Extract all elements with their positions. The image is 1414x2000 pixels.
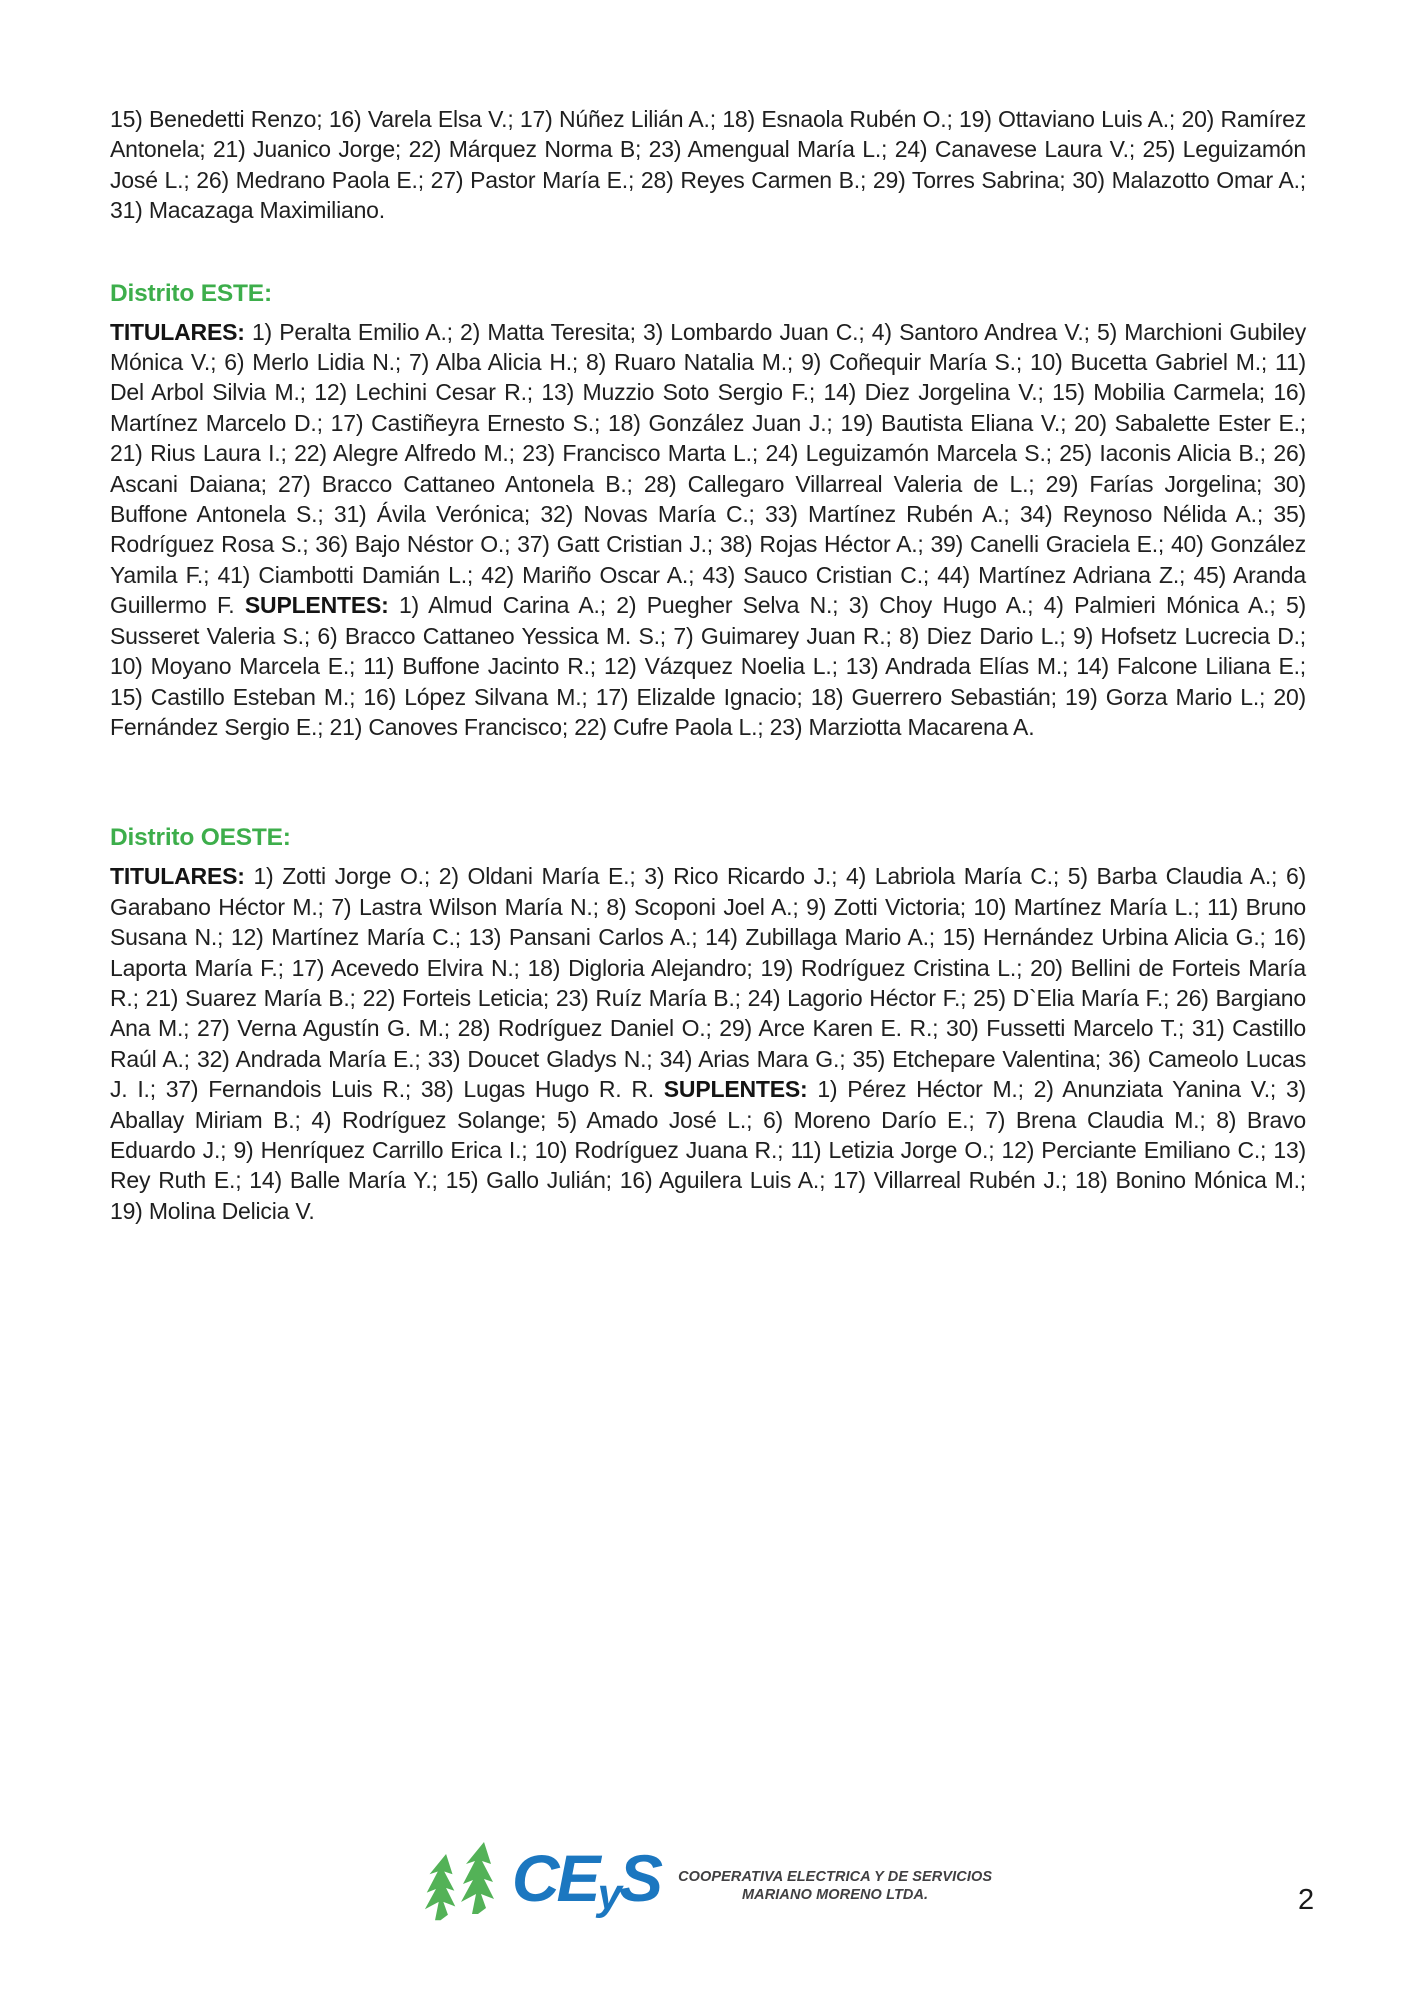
logo-letter-s: S [619, 1841, 661, 1915]
section-distrito-oeste [110, 824, 1306, 1226]
pine-trees-icon [422, 1842, 498, 1926]
ceys-logo-text [512, 1842, 660, 1931]
titulares-label: TITULARES: [110, 318, 245, 345]
district-heading-oeste: Distrito OESTE: [110, 824, 291, 852]
titulares-label: TITULARES: [110, 863, 245, 890]
titulares-names: 1) Peralta Emilio A.; 2) Matta Teresita; 3) Lombardo Juan C.; 4) Santoro Andrea V.; 5) Marchioni Gubiley Mónica V.; 6) Merlo Lidia N.; 7) Alba Alicia H.; 8) Ruaro Natalia M.; 9) Coñequir María S.; 10) Bucetta Gabriel M.; 11) Del Arbol Silvia M.; 12) Lechini Cesar R.; 13) Muzzio Soto Sergio F.; 14) Diez Jorgelina V.; 15) Mobilia Carmela; 16) Martínez Marcelo D.; 17) Castiñeyra Ernesto S.; 18) González Juan J.; 19) Bautista Eliana V.; 20) Sabalette Ester E.; 21) Rius Laura I.; 22) Alegre Alfredo M.; 23) Francisco Marta L.; 24) Leguizamón Marcela S.; 25) Iaconis Alicia B.; 26) Ascani Daiana; 27) Bracco Cattaneo Antonela B.; 28) Callegaro Villarreal Valeria de L.; 29) Farías Jorgelina; 30) Buffone Antonela S.; 31) Ávila Verónica; 32) Novas María C.; 33) Martínez Rubén A.; 34) Reynoso Nélida A.; 35) Rodríguez Rosa S.; 36) Bajo Néstor O.; 37) Gatt Cristian J.; 38) Rojas Héctor A.; 39) Canelli Graciela E.; 40) González Yamila F.; 41) Ciambotti Damián L.; 42) Mariño Oscar A.; 43) Sauco Cristian C.; 44) Martínez Adriana Z.; 45) Aranda Guillermo F. [110, 318, 1306, 619]
logo-letters-ce: CE [511, 1841, 598, 1915]
logo-letter-y: y [597, 1870, 620, 1919]
intro-name-list: 15) Benedetti Renzo; 16) Varela Elsa V.; 17) Núñez Lilián A.; 18) Esnaola Rubén O.; 19) Ottaviano Luis A.; 20) Ramírez Antonela; 21) Juanico Jorge; 22) Márquez Norma B; 23) Amengual María L.; 24) Canavese Laura V.; 25) Leguizamón José L.; 26) Medrano Paola E.; 27) Pastor María E.; 28) Reyes Carmen B.; 29) Torres Sabrina; 30) Malazotto Omar A.; 31) Macazaga Maximiliano. [110, 106, 1306, 224]
company-name [678, 1868, 992, 1904]
titulares-names: 1) Zotti Jorge O.; 2) Oldani María E.; 3) Rico Ricardo J.; 4) Labriola María C.; 5) Barba Claudia A.; 6) Garabano Héctor M.; 7) Lastra Wilson María N.; 8) Scoponi Joel A.; 9) Zotti Victoria; 10) Martínez María L.; 11) Bruno Susana N.; 12) Martínez María C.; 13) Pansani Carlos A.; 14) Zubillaga Mario A.; 15) Hernández Urbina Alicia G.; 16) Laporta María F.; 17) Acevedo Elvira N.; 18) Digloria Alejandro; 19) Rodríguez Cristina L.; 20) Bellini de Forteis María R.; 21) Suarez María B.; 22) Forteis Leticia; 23) Ruíz María B.; 24) Lagorio Héctor F.; 25) D`Elia María F.; 26) Bargiano Ana M.; 27) Verna Agustín G. M.; 28) Rodríguez Daniel O.; 29) Arce Karen E. R.; 30) Fussetti Marcelo T.; 31) Castillo Raúl A.; 32) Andrada María E.; 33) Doucet Gladys N.; 34) Arias Mara G.; 35) Etchepare Valentina; 36) Cameolo Lucas J. I.; 37) Fernandois Luis R.; 38) Lugas Hugo R. R. [110, 863, 1306, 1103]
page-number: 2 [1298, 1884, 1315, 1916]
suplentes-names: 1) Almud Carina A.; 2) Puegher Selva N.; 3) Choy Hugo A.; 4) Palmieri Mónica A.; 5) Susseret Valeria S.; 6) Bracco Cattaneo Yessica M. S.; 7) Guimarey Juan R.; 8) Diez Dario L.; 9) Hofsetz Lucrecia D.; 10) Moyano Marcela E.; 11) Buffone Jacinto R.; 12) Vázquez Noelia L.; 13) Andrada Elías M.; 14) Falcone Liliana E.; 15) Castillo Esteban M.; 16) López Silvana M.; 17) Elizalde Ignacio; 18) Guerrero Sebastián; 19) Gorza Mario L.; 20) Fernández Sergio E.; 21) Canoves Francisco; 22) Cufre Paola L.; 23) Marziotta Macarena A. [110, 592, 1306, 740]
company-name-line1: COOPERATIVA ELECTRICA Y DE SERVICIOS [678, 1869, 993, 1885]
roster-paragraph-este [110, 317, 1306, 743]
footer-logo [0, 1842, 1414, 1931]
company-name-line2: MARIANO MORENO LTDA. [741, 1887, 929, 1903]
suplentes-names: 1) Pérez Héctor M.; 2) Anunziata Yanina V.; 3) Aballay Miriam B.; 4) Rodríguez Solange; 5) Amado José L.; 6) Moreno Darío E.; 7) Brena Claudia M.; 8) Bravo Eduardo J.; 9) Henríquez Carrillo Erica I.; 10) Rodríguez Juana R.; 11) Letizia Jorge O.; 12) Perciante Emiliano C.; 13) Rey Ruth E.; 14) Balle María Y.; 15) Gallo Julián; 16) Aguilera Luis A.; 17) Villarreal Rubén J.; 18) Bonino Mónica M.; 19) Molina Delicia V. [110, 1076, 1306, 1224]
document-body [110, 104, 1306, 1226]
section-distrito-este [110, 280, 1306, 743]
roster-paragraph-oeste [110, 861, 1306, 1226]
district-heading-este: Distrito ESTE: [110, 279, 272, 307]
suplentes-label: SUPLENTES: [663, 1076, 808, 1103]
suplentes-label: SUPLENTES: [244, 592, 389, 619]
